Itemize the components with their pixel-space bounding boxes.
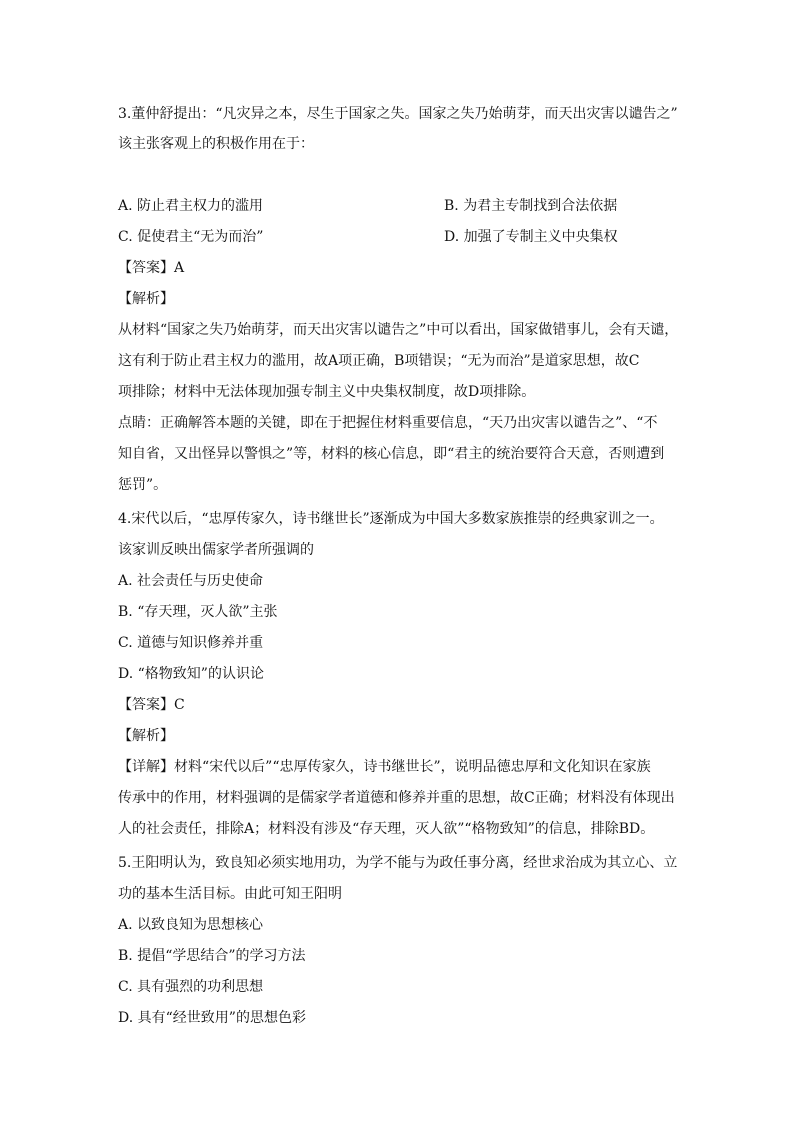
q3-analysis-line: 从材料“国家之失乃始萌芽，而天出灾害以谴告之”中可以看出，国家做错事儿，会有天谴， (118, 322, 679, 338)
q5-stem-line-2: 功的基本生活目标。由此可知王阳明 (118, 886, 342, 902)
q4-analysis-line: 人的社会责任，排除A；材料没有涉及“存天理，灭人欲”“格物致知”的信息，排除BD。 (118, 821, 655, 837)
q3-analysis-label: 【解析】 (118, 291, 174, 307)
q5-option-c: C. 具有强烈的功利思想 (118, 979, 264, 995)
q3-analysis-line: 这有利于防止君主权力的滥用，故A项正确，B项错误；“无为而治”是道家思想，故C (118, 353, 640, 369)
q3-analysis-line: 知自省，又出怪异以警惧之”等，材料的核心信息，即“君主的统治要符合天意，否则遭到 (118, 446, 665, 462)
q5-option-b: B. 提倡“学思结合”的学习方法 (118, 948, 306, 964)
q4-option-d: D. “格物致知”的认识论 (118, 666, 264, 682)
q4-analysis-line: 传承中的作用，材料强调的是儒家学者道德和修养并重的思想，故C正确；材料没有体现出 (118, 790, 675, 806)
q4-answer: 【答案】C (118, 697, 185, 713)
q4-option-b: B. “存天理，灭人欲”主张 (118, 604, 278, 620)
q3-analysis-line: 项排除；材料中无法体现加强专制主义中央集权制度，故D项排除。 (118, 384, 536, 400)
q4-option-c: C. 道德与知识修养并重 (118, 635, 264, 651)
q4-stem-line-2: 该家训反映出儒家学者所强调的 (118, 542, 314, 558)
q5-stem-line-1: 5.王阳明认为，致良知必须实地用功，为学不能与为政任事分离，经世求治成为其立心、立 (118, 855, 678, 871)
q3-stem-line-2: 该主张客观上的积极作用在于： (118, 136, 314, 152)
q5-option-d: D. 具有“经世致用”的思想色彩 (118, 1010, 306, 1026)
q3-option-c: C. 促使君主“无为而治” (118, 229, 264, 245)
q3-option-a: A. 防止君主权力的滥用 (118, 198, 264, 214)
q4-stem-line-1: 4.宋代以后，“忠厚传家久，诗书继世长”逐渐成为中国大多数家族推崇的经典家训之一。 (118, 511, 664, 527)
q3-option-d: D. 加强了专制主义中央集权 (444, 229, 618, 245)
q4-analysis-line: 【详解】材料“宋代以后”“忠厚传家久，诗书继世长”，说明品德忠厚和文化知识在家族 (118, 759, 651, 775)
q3-analysis-line: 惩罚”。 (118, 477, 168, 493)
q4-analysis-label: 【解析】 (118, 728, 174, 744)
q3-analysis-line: 点睛：正确解答本题的关键，即在于把握住材料重要信息，“天乃出灾害以谴告之”、“不 (118, 415, 658, 431)
q4-option-a: A. 社会责任与历史使命 (118, 573, 264, 589)
q5-option-a: A. 以致良知为思想核心 (118, 917, 264, 933)
q3-stem-line-1: 3.董仲舒提出：“凡灾异之本，尽生于国家之失。国家之失乃始萌芽，而天出灾害以谴告之” (118, 106, 678, 122)
q3-answer: 【答案】A (118, 260, 185, 276)
q3-option-b: B. 为君主专制找到合法依据 (444, 198, 618, 214)
